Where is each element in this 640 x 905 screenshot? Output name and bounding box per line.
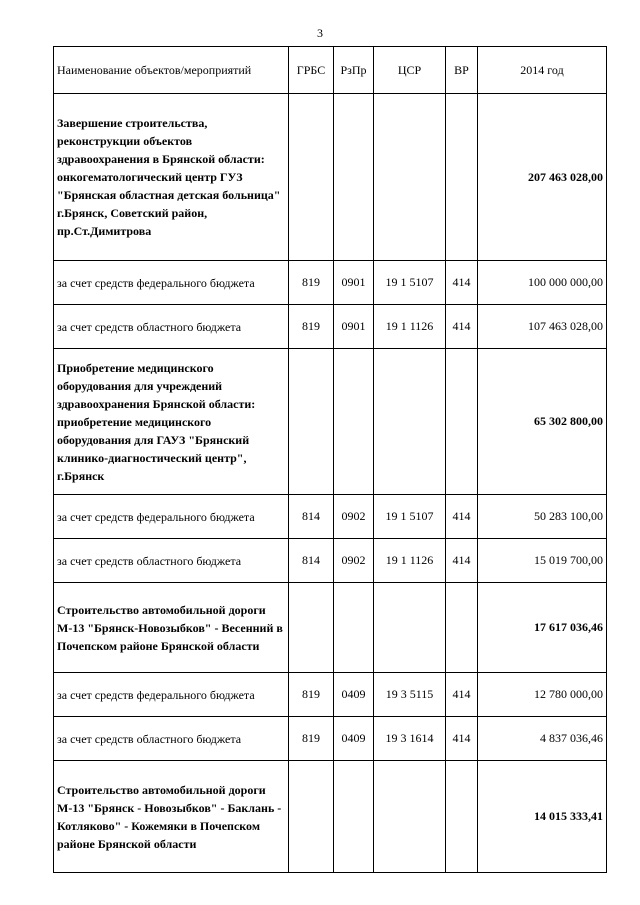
row-grbs: 819: [289, 261, 334, 305]
row-vr: [446, 349, 478, 495]
header-vr: ВР: [446, 47, 478, 94]
row-amount: 15 019 700,00: [478, 539, 607, 583]
header-year: 2014 год: [478, 47, 607, 94]
row-csr: [374, 94, 446, 261]
row-grbs: [289, 349, 334, 495]
row-csr: 19 3 5115: [374, 673, 446, 717]
row-rzpr: [334, 349, 374, 495]
row-name: Завершение строительства, реконструкции объектов здравоохранения в Брянской области: онкогематологический центр ГУЗ "Брянская областная детская больница" г.Брянск, Советский район, пр.Ст.Димитрова: [54, 94, 289, 261]
table-row: [54, 717, 607, 761]
header-rzpr: РзПр: [334, 47, 374, 94]
table-row: [54, 673, 607, 717]
table-row: [54, 261, 607, 305]
row-name: за счет средств федерального бюджета: [54, 261, 289, 305]
page-number: 3: [317, 26, 323, 40]
row-rzpr: 0902: [334, 539, 374, 583]
header-csr: ЦСР: [374, 47, 446, 94]
row-rzpr: [334, 583, 374, 673]
row-grbs: 814: [289, 539, 334, 583]
row-vr: [446, 583, 478, 673]
row-amount: 107 463 028,00: [478, 305, 607, 349]
table-row: [54, 349, 607, 495]
row-amount: 12 780 000,00: [478, 673, 607, 717]
row-grbs: [289, 583, 334, 673]
row-grbs: 819: [289, 305, 334, 349]
row-vr: 414: [446, 495, 478, 539]
row-amount: 4 837 036,46: [478, 717, 607, 761]
row-grbs: 819: [289, 717, 334, 761]
row-name: за счет средств областного бюджета: [54, 717, 289, 761]
row-grbs: [289, 761, 334, 873]
table-row: [54, 583, 607, 673]
row-name: за счет средств федерального бюджета: [54, 673, 289, 717]
row-grbs: 819: [289, 673, 334, 717]
row-name: Строительство автомобильной дороги М-13 "Брянск - Новозыбков" - Баклань - Котляково" - Кожемяки в Почепском районе Брянской области: [54, 761, 289, 873]
row-name: за счет средств федерального бюджета: [54, 495, 289, 539]
table-row: [54, 305, 607, 349]
row-csr: 19 1 1126: [374, 305, 446, 349]
table-row: [54, 495, 607, 539]
row-amount: 207 463 028,00: [478, 94, 607, 261]
row-vr: 414: [446, 305, 478, 349]
row-name: за счет средств областного бюджета: [54, 305, 289, 349]
row-name: Строительство автомобильной дороги М-13 "Брянск-Новозыбков" - Весенний в Почепском районе Брянской области: [54, 583, 289, 673]
row-rzpr: 0901: [334, 305, 374, 349]
row-grbs: 814: [289, 495, 334, 539]
row-amount: 65 302 800,00: [478, 349, 607, 495]
row-csr: [374, 761, 446, 873]
table-row: [54, 761, 607, 873]
row-rzpr: [334, 94, 374, 261]
row-vr: 414: [446, 261, 478, 305]
row-csr: [374, 349, 446, 495]
row-csr: 19 1 5107: [374, 261, 446, 305]
row-rzpr: 0901: [334, 261, 374, 305]
row-vr: [446, 761, 478, 873]
row-csr: 19 1 1126: [374, 539, 446, 583]
table-row: [54, 539, 607, 583]
row-vr: 414: [446, 539, 478, 583]
budget-table: [53, 46, 607, 873]
row-name: за счет средств областного бюджета: [54, 539, 289, 583]
row-vr: 414: [446, 717, 478, 761]
row-name: Приобретение медицинского оборудования для учреждений здравоохранения Брянской области: приобретение медицинского оборудования для ГАУЗ "Брянский клинико-диагностический центр", г.Брянск: [54, 349, 289, 495]
row-vr: [446, 94, 478, 261]
row-rzpr: 0902: [334, 495, 374, 539]
row-rzpr: 0409: [334, 717, 374, 761]
row-amount: 100 000 000,00: [478, 261, 607, 305]
row-csr: [374, 583, 446, 673]
row-amount: 17 617 036,46: [478, 583, 607, 673]
row-amount: 50 283 100,00: [478, 495, 607, 539]
header-name: Наименование объектов/мероприятий: [54, 47, 289, 94]
table-header-row: [54, 47, 607, 94]
row-rzpr: [334, 761, 374, 873]
row-rzpr: 0409: [334, 673, 374, 717]
table-row: [54, 94, 607, 261]
row-vr: 414: [446, 673, 478, 717]
row-csr: 19 3 1614: [374, 717, 446, 761]
row-amount: 14 015 333,41: [478, 761, 607, 873]
row-grbs: [289, 94, 334, 261]
header-grbs: ГРБС: [289, 47, 334, 94]
row-csr: 19 1 5107: [374, 495, 446, 539]
